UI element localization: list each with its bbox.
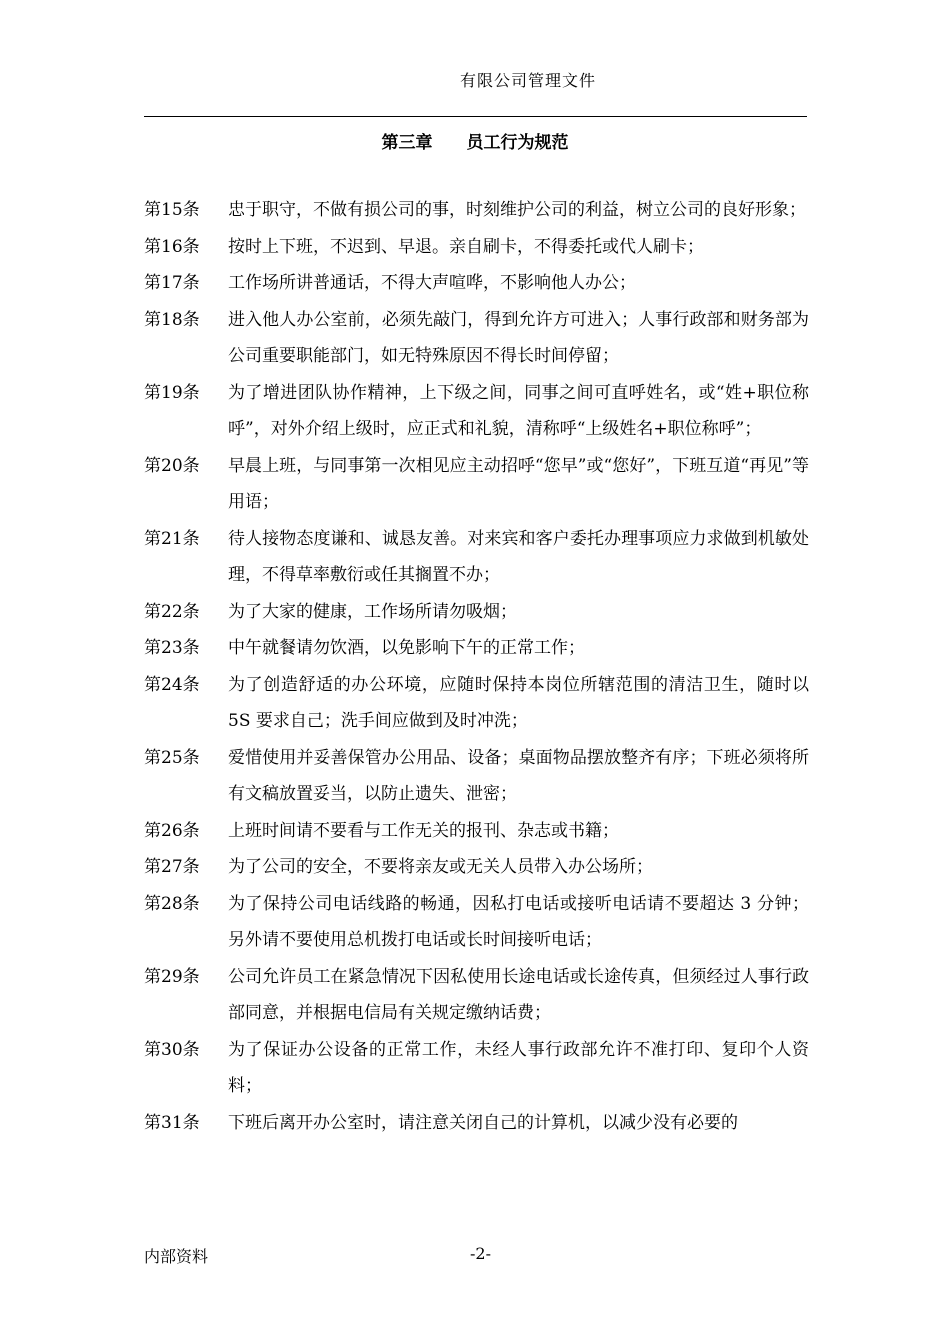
footer-label: 内部资料 [144, 1247, 209, 1266]
article-number: 第21条 [144, 528, 200, 549]
article-item [144, 594, 809, 631]
chapter-name: 员工行为规范 [466, 133, 569, 153]
article-text: 下班后离开办公室时，请注意关闭自己的计算机，以减少没有必要的 [228, 1112, 738, 1133]
article-text: 工作场所讲普通话，不得大声喧哗，不影响他人办公； [228, 273, 636, 293]
article-text: 中午就餐请勿饮酒，以免影响下午的正常工作； [228, 638, 585, 658]
article-text: 为了公司的安全，不要将亲友或无关人员带入办公场所； [228, 857, 653, 877]
article-number: 第18条 [144, 309, 200, 330]
article-item [144, 302, 809, 375]
article-item [144, 1105, 809, 1142]
page-number: -2- [470, 1244, 491, 1263]
article-number: 第27条 [144, 857, 200, 877]
header-divider [144, 116, 807, 117]
article-item [144, 630, 809, 667]
article-number: 第30条 [144, 1039, 200, 1060]
article-item [144, 886, 809, 959]
article-text: 为了创造舒适的办公环境，应随时保持本岗位所辖范围的清洁卫生，随时以 5S 要求自己；洗手间应做到及时冲洗； [228, 674, 809, 731]
document-header-title: 有限公司管理文件 [460, 71, 597, 90]
article-number: 第28条 [144, 893, 200, 914]
chapter-heading [0, 128, 950, 153]
article-text: 为了保持公司电话线路的畅通，因私打电话或接听电话请不要超达 3 分钟；另外请不要使用总机拨打电话或长时间接听电话； [228, 893, 809, 950]
article-number: 第16条 [144, 236, 200, 257]
article-number: 第17条 [144, 273, 200, 293]
article-list [144, 192, 809, 1141]
article-number: 第20条 [144, 455, 200, 476]
article-number: 第23条 [144, 638, 200, 658]
article-text: 公司允许员工在紧急情况下因私使用长途电话或长途传真，但须经过人事行政部同意，并根据电信局有关规定缴纳话费； [228, 966, 809, 1023]
article-text: 上班时间请不要看与工作无关的报刊、杂志或书籍； [228, 820, 619, 841]
article-text: 早晨上班，与同事第一次相见应主动招呼“您早”或“您好”，下班互道“再见”等用语； [228, 455, 809, 512]
article-item [144, 448, 809, 521]
article-text: 为了保证办公设备的正常工作，未经人事行政部允许不准打印、复印个人资料； [228, 1039, 809, 1096]
article-text: 待人接物态度谦和、诚恳友善。对来宾和客户委托办理事项应力求做到机敏处理，不得草率敷衍或任其搁置不办； [228, 528, 809, 585]
article-number: 第19条 [144, 382, 200, 403]
article-text: 为了增进团队协作精神，上下级之间，同事之间可直呼姓名，或“姓+职位称呼”，对外介绍上级时，应正式和礼貌，清称呼“上级姓名+职位称呼”； [228, 382, 809, 439]
article-number: 第22条 [144, 601, 200, 622]
article-text: 为了大家的健康，工作场所请勿吸烟； [228, 601, 517, 622]
article-item [144, 521, 809, 594]
article-item [144, 740, 809, 813]
article-number: 第25条 [144, 747, 200, 768]
chapter-number: 第三章 [381, 133, 433, 153]
article-text: 爱惜使用并妥善保管办公用品、设备；桌面物品摆放整齐有序；下班必须将所有文稿放置妥当，以防止遗失、泄密； [228, 747, 809, 804]
article-item [144, 192, 809, 229]
article-item [144, 265, 809, 302]
article-item [144, 667, 809, 740]
article-item [144, 375, 809, 448]
article-number: 第24条 [144, 674, 200, 695]
article-item [144, 1032, 809, 1105]
article-text: 进入他人办公室前，必须先敲门，得到允许方可进入；人事行政部和财务部为公司重要职能部门，如无特殊原因不得长时间停留； [228, 309, 809, 366]
article-item [144, 229, 809, 266]
article-number: 第29条 [144, 966, 200, 987]
article-number: 第26条 [144, 820, 200, 841]
article-number: 第15条 [144, 200, 200, 220]
article-number: 第31条 [144, 1112, 200, 1133]
article-text: 按时上下班，不迟到、早退。亲自刷卡，不得委托或代人刷卡； [228, 236, 704, 257]
article-text: 忠于职守，不做有损公司的事，时刻维护公司的利益，树立公司的良好形象； [228, 200, 806, 220]
article-item [144, 849, 809, 886]
article-item [144, 959, 809, 1032]
article-item [144, 813, 809, 850]
